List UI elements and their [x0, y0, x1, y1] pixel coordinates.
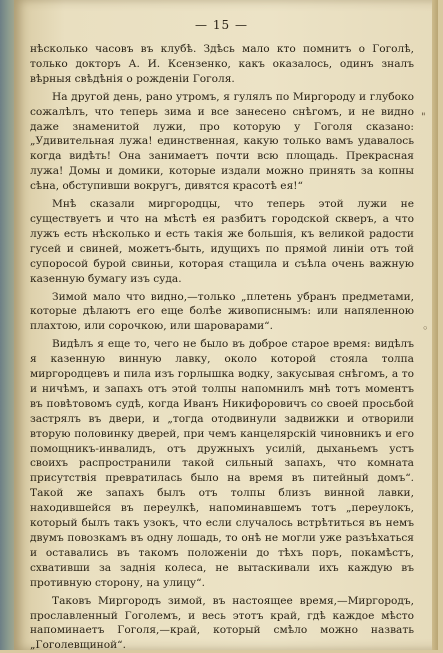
- paragraph-1: нѣсколько часовъ въ клубѣ. Здѣсь мало кто помнитъ о Гоголѣ, только докторъ А. И. Ксензенко, какъ оказалось, одинъ зналъ вѣрныя свѣдѣнія о рожденіи Гоголя.: [30, 43, 414, 85]
- page-number: — 15 —: [195, 18, 248, 32]
- margin-mark: ◦: [422, 322, 429, 335]
- paragraph-6: Таковъ Миргородъ зимой, въ настоящее время,—Миргородъ, прославленный Гоголемъ, и весь этотъ край, гдѣ каждое мѣсто напоминаетъ Гоголя,—край, который смѣло можно назвать „Гоголевщиной“.: [30, 594, 414, 652]
- page-edge: [432, 0, 438, 650]
- page-body: [30, 42, 414, 653]
- paragraph-2: На другой день, рано утромъ, я гулялъ по Миргороду и глубоко сожалѣлъ, что теперь зима и все занесено снѣгомъ, и не видно даже знаменитой лужи, про которую у Гоголя сказано: „Удивительная лужа! единственная, какую только вамъ удавалось когда видѣть! Она занимаетъ почти всю площадь. Прекрасная лужа! Домы и домики, которые издали можно принять за копны сѣна, обступивши вокругъ, дивятся красотѣ ея!“: [30, 90, 414, 193]
- paragraph-4: Зимой мало что видно,—только „плетень убранъ предметами, которые дѣлаютъ его еще болѣе живописнымъ: или напяленною плахтою, или сорочкою, или шароварами“.: [30, 290, 414, 333]
- paragraph-3: Мнѣ сказали миргородцы, что теперь этой лужи не существуетъ и что на мѣстѣ ея разбитъ городской скверъ, а что лужъ есть нѣсколько и есть такія же большія, къ великой радости гусей и свиней, можетъ-быть, идущихъ по прямой линіи отъ той супоросой бурой свиньи, которая стащила и съѣла очень важную казенную бумагу изъ суда.: [30, 198, 414, 285]
- margin-mark: ": [421, 112, 426, 123]
- paragraph-5: Видѣлъ я еще то, чего не было въ доброе старое время: видѣлъ я казенную винную лавку, около которой стояла толпа миргородцевъ и пила изъ горлышка водку, закусывая снѣгомъ, а то и ничѣмъ, и запахъ отъ этой толпы напомнилъ мнѣ тотъ моментъ въ повѣтовомъ судѣ, когда Иванъ Никифоровичъ со своей просьбой застрялъ въ двери, и „тогда отодвинули задвижки и отворили вторую половинку дверей, при чемъ канцелярскій чиновникъ и его помощникъ-инвалидъ, отъ дружныхъ усилій, дыханьемъ устъ своихъ распространили такой сильный запахъ, что комната присутствія превратилась было на время въ питейный домъ“. Такой же запахъ былъ отъ толпы близъ винной лавки, находившейся въ переулкѣ, напоминавшемъ тотъ „переулокъ, который былъ такъ узокъ, что если случалось встрѣтиться въ немъ двумъ повозкамъ въ одну лошадь, то онѣ не могли уже разъѣхаться и оставались въ такомъ положеніи до тѣхъ поръ, покамѣстъ, схвативши за заднія колеса, не вытаскивали ихъ каждую въ противную сторону, на улицу“.: [30, 338, 414, 589]
